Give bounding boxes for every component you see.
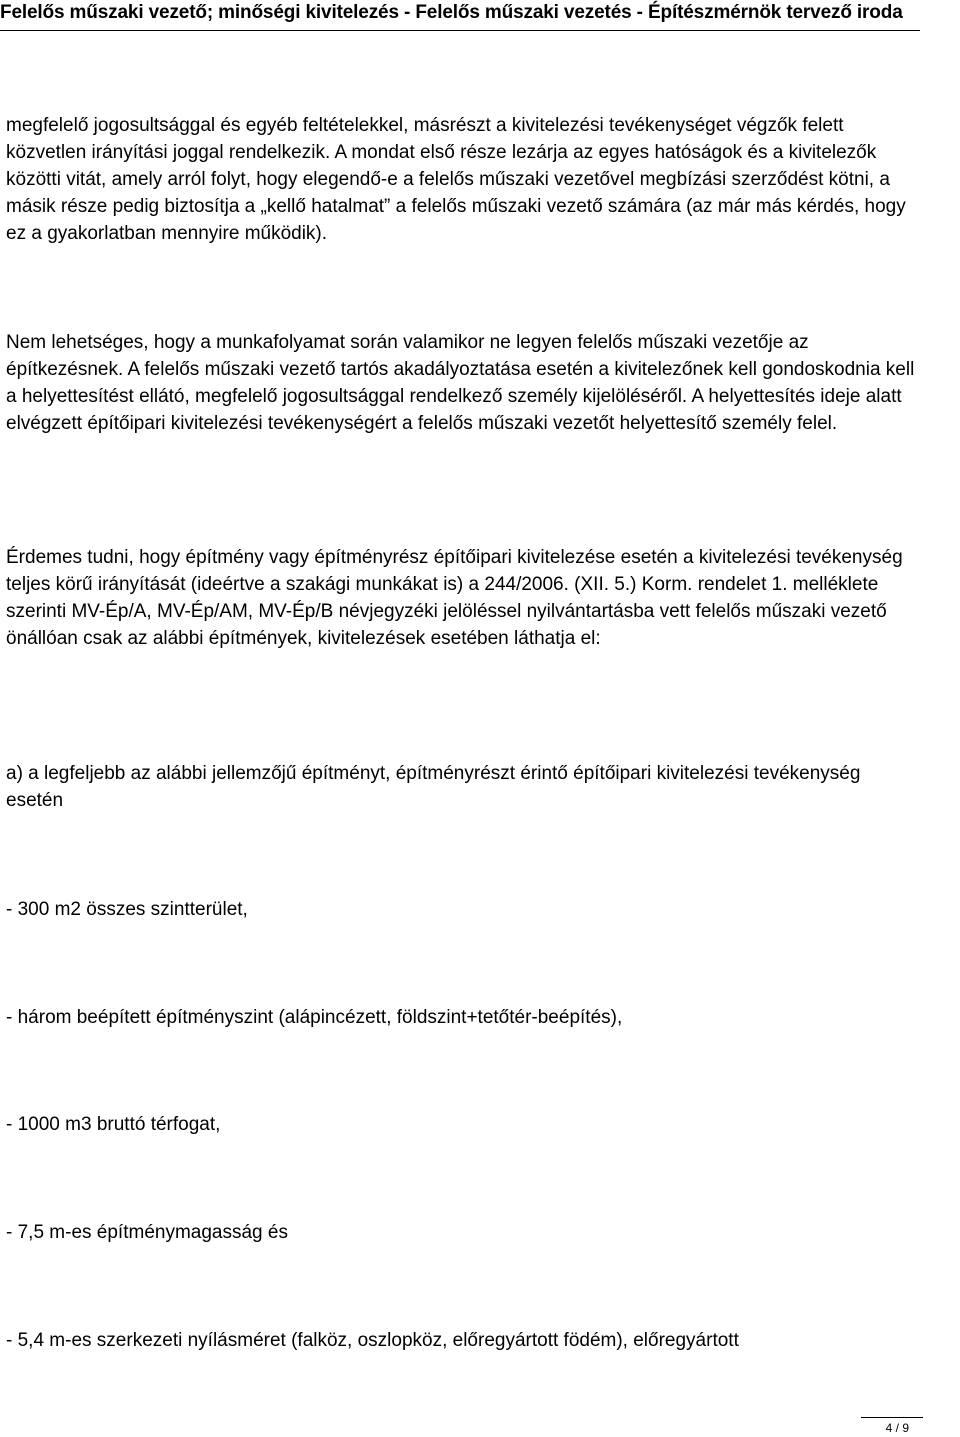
header-divider xyxy=(0,30,920,31)
list-item-span: - 5,4 m-es szerkezeti nyílásméret (falköz, oszlopköz, előregyártott födém), előregyártott xyxy=(6,1330,739,1351)
page-number: 4 / 9 xyxy=(885,1421,909,1435)
list-item-floor-area: - 300 m2 összes szintterület, xyxy=(6,899,248,920)
document-title: Felelős műszaki vezető; minőségi kivitelezés - Felelős műszaki vezetés - Építészmérnök tervező iroda xyxy=(0,2,903,23)
footer-divider xyxy=(861,1417,923,1418)
list-item-storeys: - három beépített építményszint (alápincézett, földszint+tetőtér-beépítés), xyxy=(6,1007,623,1028)
list-item-volume: - 1000 m3 bruttó térfogat, xyxy=(6,1114,221,1135)
list-item-height: - 7,5 m-es építménymagasság és xyxy=(6,1222,288,1243)
paragraph-4: a) a legfeljebb az alábbi jellemzőjű építményt, építményrészt érintő építőipari kivitelezési tevékenység esetén xyxy=(6,763,861,811)
paragraph-1: megfelelő jogosultsággal és egyéb feltételekkel, másrészt a kivitelezési tevékenységet végzők felett közvetlen irányítási joggal rendelkezik. A mondat első része lezárja az egyes hatóságok és a kivitelezők közötti vitát, amely arról folyt, hogy elegendő-e a felelős műszaki vezetővel megbízási szerződést kötni, a másik része pedig biztosítja a „kellő hatalmat” a felelős műszaki vezető számára (az már más kérdés, hogy ez a gyakorlatban mennyire működik). xyxy=(6,115,906,244)
page-header xyxy=(0,0,960,36)
paragraph-3: Érdemes tudni, hogy építmény vagy építményrész építőipari kivitelezése esetén a kivitelezési tevékenység teljes körű irányítását (ideértve a szakági munkákat is) a 244/2006. (XII. 5.) Korm. rendelet 1. melléklete szerinti MV-Ép/A, MV-Ép/AM, MV-Ép/B névjegyzéki jelöléssel nyilvántartásba vett felelős műszaki vezető önállóan csak az alábbi építmények, kivitelezések esetében láthatja el: xyxy=(6,547,903,649)
paragraph-2: Nem lehetséges, hogy a munkafolyamat során valamikor ne legyen felelős műszaki vezetője az építkezésnek. A felelős műszaki vezető tartós akadályoztatása esetén a kivitelezőnek kell gondoskodnia kell a helyettesítést ellátó, megfelelő jogosultsággal rendelkező személy kijelöléséről. A helyettesítés ideje alatt elvégzett építőipari kivitelezési tevékenységért a felelős műszaki vezetőt helyettesítő személy felel. xyxy=(6,332,915,434)
